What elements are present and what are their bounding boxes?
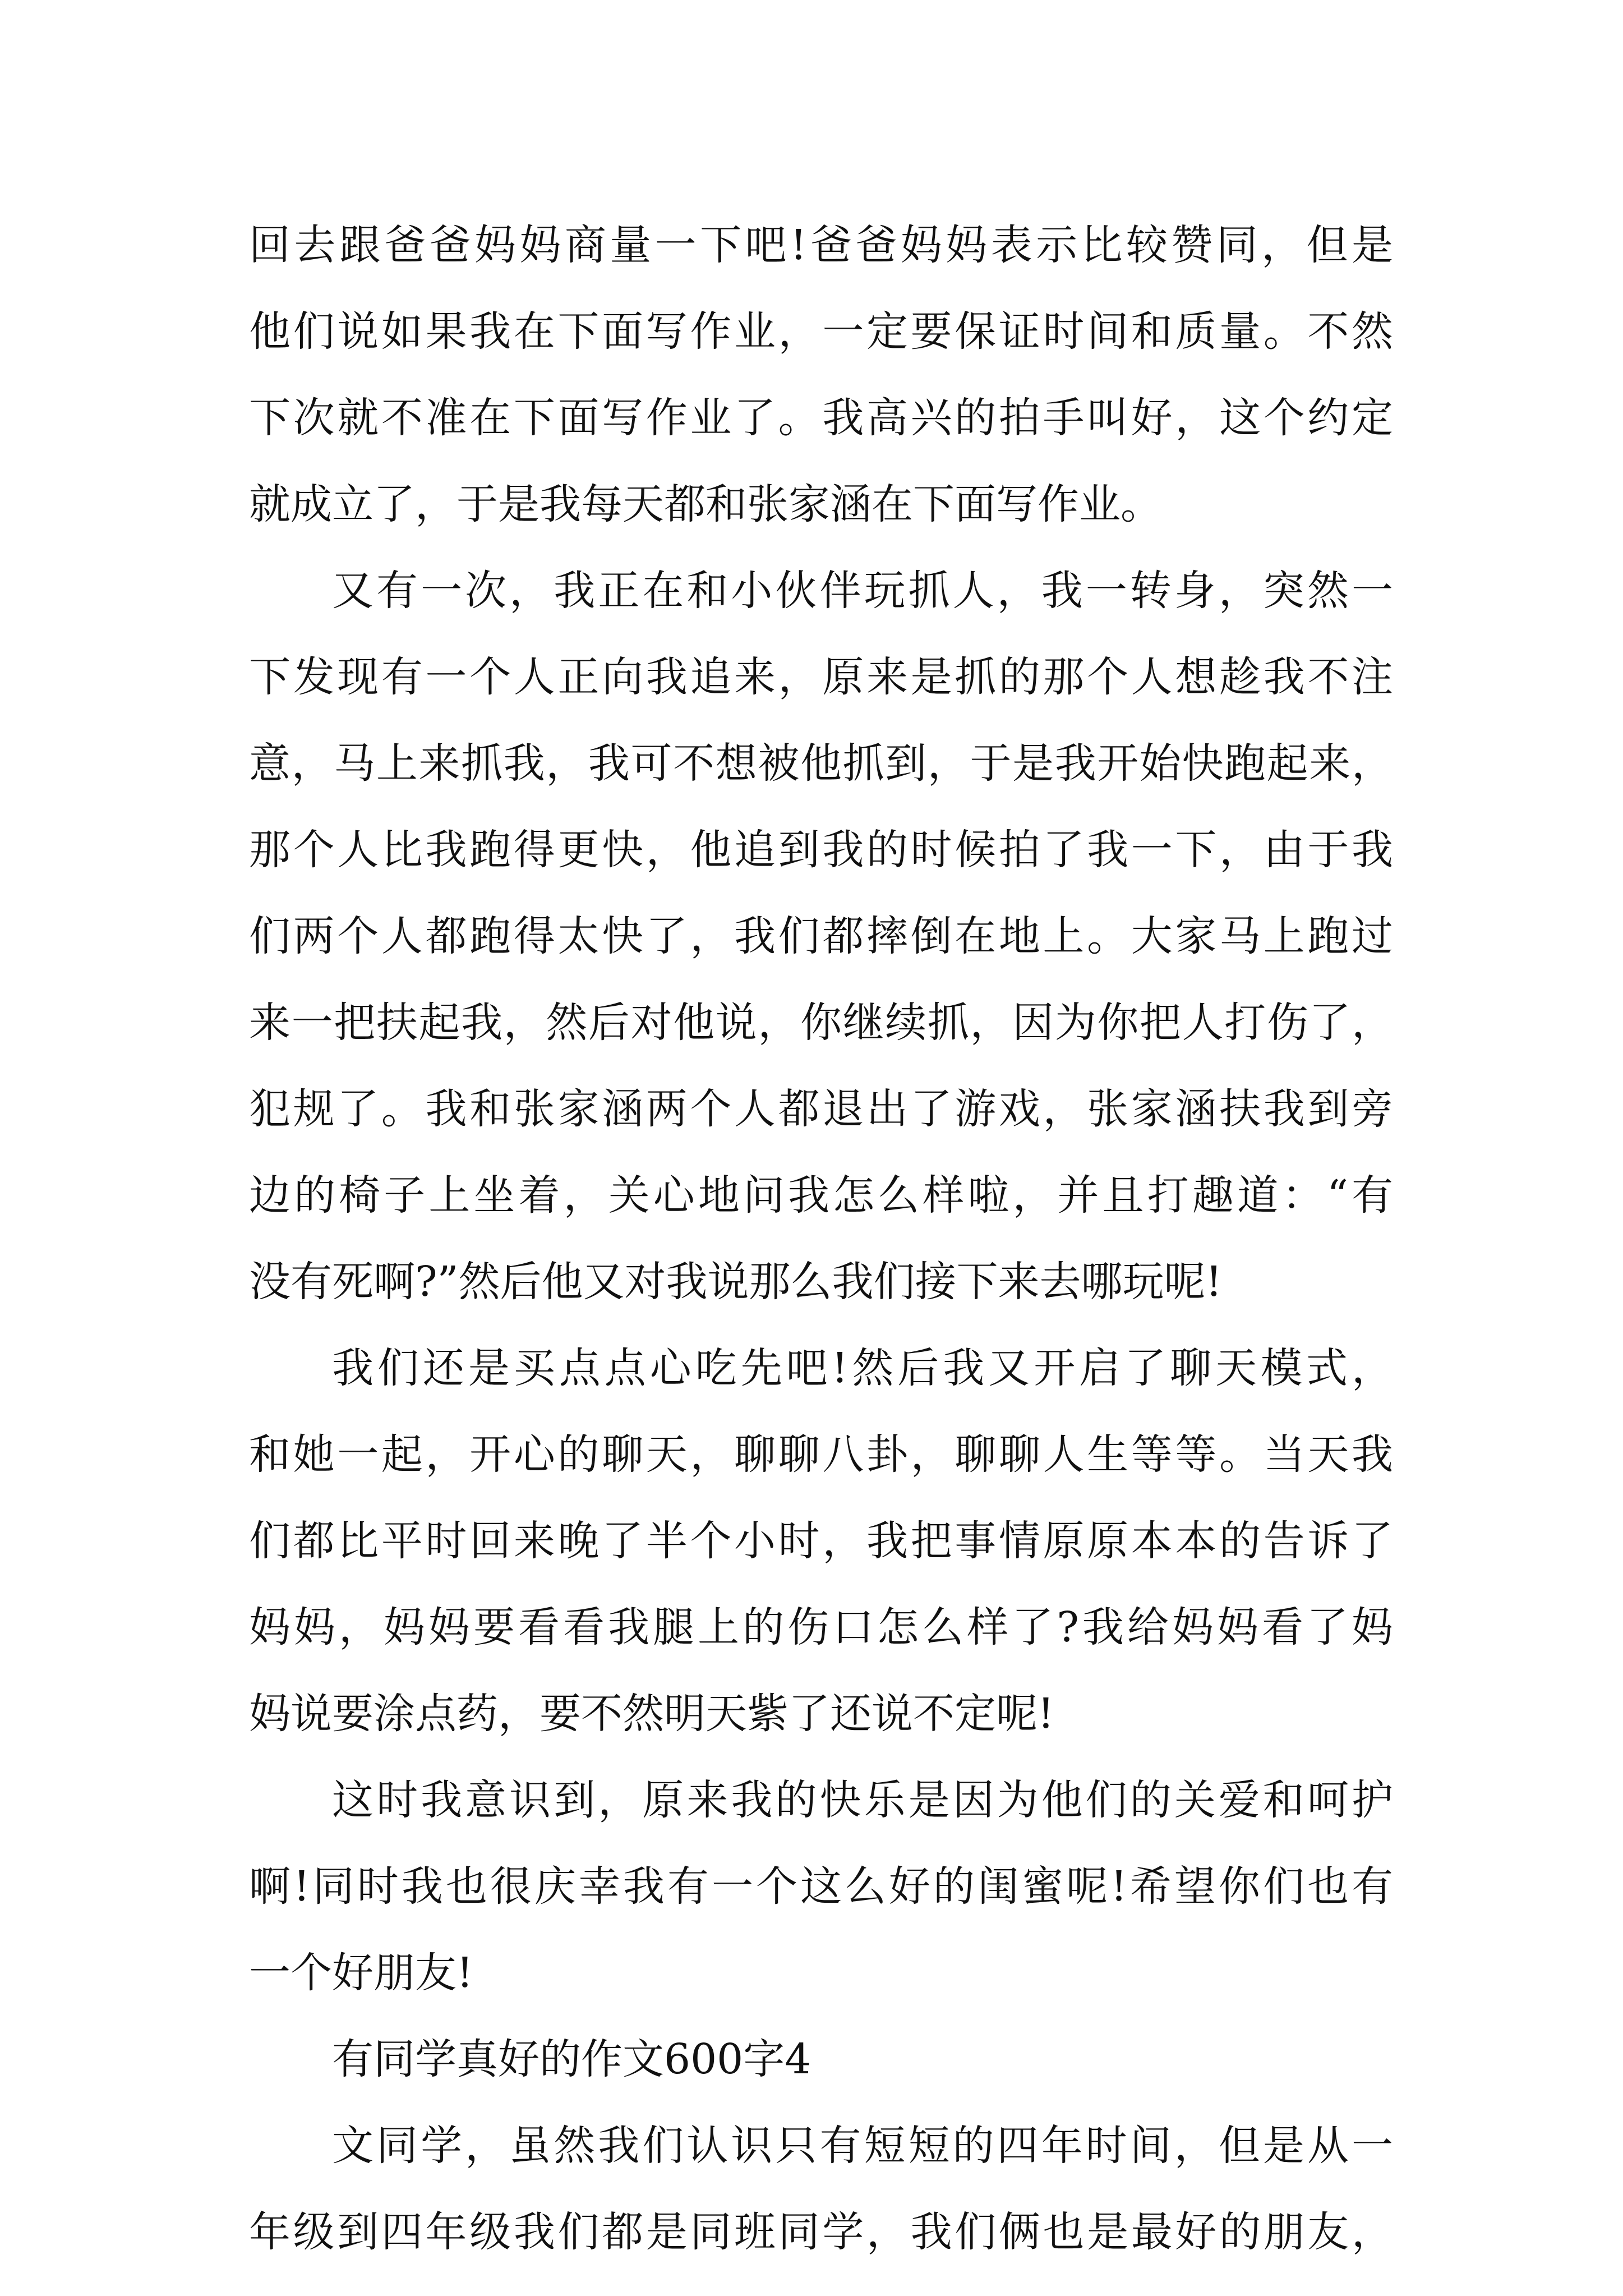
text-line: 犯规了。我和张家涵两个人都退出了游戏，张家涵扶我到旁: [249, 1085, 1393, 1133]
text-line: 来一把扶起我，然后对他说，你继续抓，因为你把人打伤了，: [249, 999, 1393, 1047]
text-line: 年级到四年级我们都是同班同学，我们俩也是最好的朋友，: [249, 2208, 1393, 2256]
text-line: 下次就不准在下面写作业了。我高兴的拍手叫好，这个约定: [249, 394, 1393, 442]
text-line: 就成立了，于是我每天都和张家涵在下面写作业。: [249, 480, 1162, 528]
text-line: 和她一起，开心的聊天，聊聊八卦，聊聊人生等等。当天我: [249, 1430, 1393, 1479]
paragraph-first-line: 文同学，虽然我们认识只有短短的四年时间，但是从一: [332, 2122, 1393, 2170]
text-line: 意，马上来抓我，我可不想被他抓到，于是我开始快跑起来，: [249, 739, 1393, 788]
text-line: 啊!同时我也很庆幸我有一个这么好的闺蜜呢!希望你们也有: [249, 1862, 1393, 1911]
paragraph-first-line: 我们还是买点点心吃先吧!然后我又开启了聊天模式，: [332, 1344, 1393, 1392]
text-line: 下发现有一个人正向我追来，原来是抓的那个人想趁我不注: [249, 653, 1393, 701]
section-heading: 有同学真好的作文600字4: [332, 2035, 811, 2083]
text-line: 边的椅子上坐着，关心地问我怎么样啦，并且打趣道：“有: [249, 1171, 1393, 1220]
text-line: 回去跟爸爸妈妈商量一下吧!爸爸妈妈表示比较赞同，但是: [249, 221, 1393, 269]
paragraph-first-line: 这时我意识到，原来我的快乐是因为他们的关爱和呵护: [332, 1776, 1393, 1824]
text-line: 妈妈，妈妈要看看我腿上的伤口怎么样了?我给妈妈看了妈: [249, 1603, 1393, 1651]
text-line: 他们说如果我在下面写作业，一定要保证时间和质量。不然: [249, 307, 1393, 356]
text-line: 一个好朋友!: [249, 1949, 473, 1997]
text-line: 们两个人都跑得太快了，我们都摔倒在地上。大家马上跑过: [249, 912, 1393, 960]
text-line: 妈说要涂点药，要不然明天紫了还说不定呢!: [249, 1690, 1054, 1738]
text-line: 没有死啊?”然后他又对我说那么我们接下来去哪玩呢!: [249, 1258, 1223, 1306]
text-line: 们都比平时回来晚了半个小时，我把事情原原本本的告诉了: [249, 1517, 1393, 1565]
text-line: 那个人比我跑得更快，他追到我的时候拍了我一下，由于我: [249, 826, 1393, 874]
paragraph-first-line: 又有一次，我正在和小伙伴玩抓人，我一转身，突然一: [332, 567, 1393, 615]
